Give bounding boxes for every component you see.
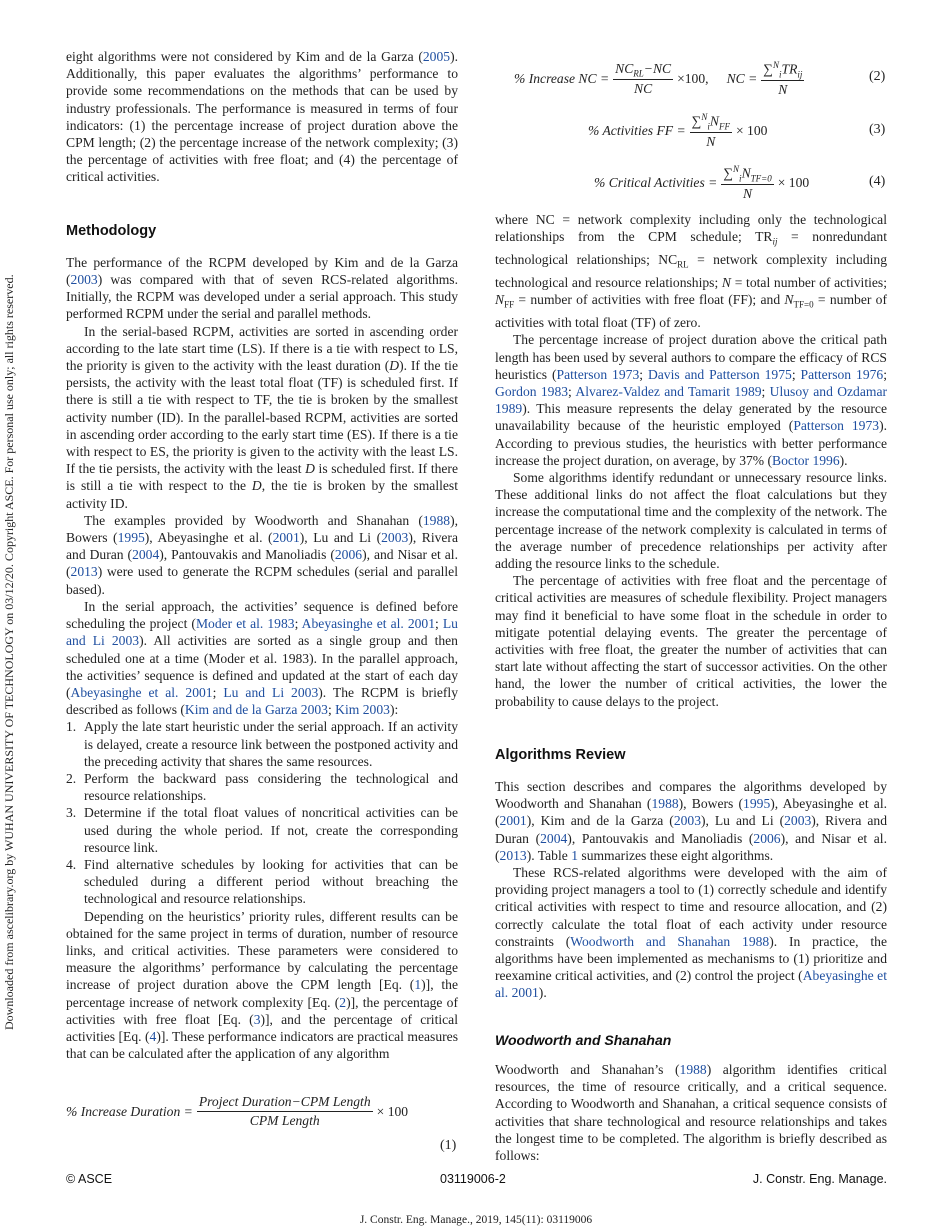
citation-link[interactable]: Alvarez-Valdez and Tamarit 1989	[575, 383, 762, 399]
list-item: 1. Apply the late start heuristic under the serial approach. If an activity is delayed, create a resource link between the postponed activity and the preceding activity that shares the same resources.	[66, 719, 458, 769]
methodology-paragraph-4: In the serial approach, the activities’ sequence is defined before scheduling the project (Moder et al. 1983; Abeyasinghe et al. 2001; Lu and Li 2003). All activities are sorted as a single group and then scheduled one at a time (Moder et al. 1983). In the parallel approach, the activities’ sequence is defined and updated at the start of each day (Abeyasinghe et al. 2001; Lu and Li 2003). The RCPM is briefly described as follows (Kim and de la Garza 2003; Kim 2003):	[66, 598, 458, 718]
equation-number: (4)	[869, 174, 886, 189]
methodology-paragraph-5: Depending on the heuristics’ priority rules, different results can be obtained for the same project in terms of duration, number of resource links, and critical activities. These parameters were considered to measure the algorithms’ performance by calculating the percentage increase of project duration above the CPM length [Eq. (1)], the percentage increase of network complexity [Eq. (2)], the percentage of activities with free float [Eq. (3)], and the percentage of critical activities [Eq. (4)]. These performance indicators are practical measures that can be calculated after the application of any algorithm	[66, 908, 458, 1062]
methodology-paragraph-1: The performance of the RCPM developed by Kim and de la Garza (2003) was compared with that of seven RCS-related algorithms. Initially, the RCPM was developed under a serial approach. This study performed RCPM under the serial and parallel methods.	[66, 254, 458, 322]
citation-link[interactable]: 2006	[334, 547, 363, 563]
citation-link[interactable]: 1995	[117, 530, 145, 546]
equation-number: (1)	[440, 1138, 457, 1153]
intro-paragraph: eight algorithms were not considered by Kim and de la Garza (2005). Additionally, this paper evaluates the algorithms’ performance to provide some recommendations on the methods that can be used by industry professionals. The performance is measured in terms of four indicators: (1) the percentage increase of project duration above the CPM length; (2) the percentage increase of the network complexity; (3) the percentage of activities with free float; and (4) the percentage of critical activities.	[66, 49, 458, 185]
citation-link[interactable]: Lu and Li 2003	[223, 684, 319, 700]
algorithms-paragraph-1: This section describes and compares the algorithms developed by Woodworth and Shanahan (1988), Bowers (1995), Abeyasinghe et al. (2001), Kim and de la Garza (2003), Lu and Li (2003), Rivera and Duran (2004), Pantouvakis and Manoliadis (2006), and Nisar et al. (2013). Table 1 summarizes these eight algorithms.	[495, 779, 888, 863]
methodology-paragraph-3: The examples provided by Woodworth and Shanahan (1988), Bowers (1995), Abeyasinghe et al. (2001), Lu and Li (2003), Rivera and Duran (2004), Pantouvakis and Manoliadis (2006), and Nisar et al. (2013) were used to generate the RCPM schedules (serial and parallel based).	[66, 512, 458, 597]
equation-link[interactable]: 4	[149, 1028, 157, 1044]
table-link[interactable]: 1	[571, 847, 578, 863]
citation-line: J. Constr. Eng. Manage., 2019, 145(11): 03119006	[359, 1214, 593, 1226]
methodology-paragraph-2: In the serial-based RCPM, activities are sorted in ascending order according to the late start time (LS). If there is a tie with respect to LS, the priority is given to the activity with the least duration (D). If the tie persists, the activity with the least total float (TF) is scheduled first. If there is still a tie with respect to TF, the tie is broken by the smallest activity number (ID). In the parallel-based RCPM, activities are sorted in ascending order according to the early start time (ES). If there is a tie with respect to ES, the priority is given to the activity with the least LS. If the tie persists, the activity with the least D is scheduled first. If there is still a tie with respect to the D, the tie is broken by the smallest activity ID.	[66, 323, 458, 511]
citation-link[interactable]: Lu and Li 2003	[66, 616, 458, 649]
citation-link[interactable]: Kim 2003	[335, 702, 390, 718]
citation-link[interactable]: 1988	[651, 796, 679, 812]
citation-link[interactable]: 2005	[422, 49, 451, 64]
footer-page-id: 03119006-2	[440, 1172, 506, 1186]
citation-link[interactable]: 2006	[753, 830, 781, 846]
citation-link[interactable]: 1988	[422, 512, 451, 528]
citation-link[interactable]: 2001	[499, 813, 527, 829]
algorithms-review-heading: Algorithms Review	[495, 746, 626, 763]
equation-link[interactable]: 1	[414, 977, 422, 993]
equation-4: % Critical Activities = $\frac{\sum^N_iN_{TF=0}}{N}$ × 100	[594, 164, 810, 202]
citation-link[interactable]: Gordon 1983	[495, 383, 569, 399]
equation-2: % Increase NC = $\frac{NC_{RL}-NC}{NC}$ ×100, NC = $\frac{\sum^N_iTR_{ij}}{N}$	[514, 60, 803, 98]
citation-link[interactable]: Patterson 1973	[793, 418, 880, 434]
list-item: 3. Determine if the total float values of noncritical activities can be used during the whole period. If not, create the corresponding resource link.	[66, 805, 458, 855]
citation-link[interactable]: 1995	[743, 796, 771, 812]
equation-link[interactable]: 2	[339, 994, 347, 1010]
footer-copyright: © ASCE	[66, 1172, 113, 1186]
woodworth-paragraph: Woodworth and Shanahan’s (1988) algorithm identifies critical resources, the time of resource critically, and a critical sequence. According to Woodworth and Shanahan, a critical sequence consists of activities that share technological and resource relationships and takes the longest time to be completed. The algorithm is briefly described as follows:	[495, 1061, 887, 1163]
citation-link[interactable]: Ulusoy and Ozdamar 1989	[495, 383, 888, 417]
rcpm-steps-list	[66, 718, 458, 907]
citation-link[interactable]: 2003	[70, 272, 98, 288]
complexity-paragraph: Some algorithms identify redundant or unnecessary resource links. These additional links do not affect the float calculations but they increase the computational time and the complexity of the network. The percentage increase of the network complexity is calculated in terms of the average number of precedence relationships per activity after adding the resource links to the schedule.	[495, 470, 887, 572]
equation-link[interactable]: 3	[253, 1011, 261, 1027]
citation-link[interactable]: Abeyasinghe et al. 2001	[70, 684, 213, 700]
citation-link[interactable]: Woodworth and Shanahan 1988	[570, 933, 770, 949]
woodworth-shanahan-heading: Woodworth and Shanahan	[495, 1031, 672, 1048]
citation-link[interactable]: Boctor 1996	[772, 452, 840, 468]
citation-link[interactable]: 2004	[132, 547, 160, 563]
duration-paragraph: The percentage increase of project duration above the critical path length has been used by several authors to compare the efficacy of RCS heuristics (Patterson 1973; Davis and Patterson 1975; Patterson 1976; Gordon 1983; Alvarez-Valdez and Tamarit 1989; Ulusoy and Ozdamar 1989). This measure represents the delay generated by the resource unavailability because of the heuristic employed (Patterson 1973). According to previous studies, the heuristics with better performance increase the project duration, on average, by 37% (Boctor 1996).	[495, 332, 888, 468]
equation-1: % Increase Duration = $\frac{\text{Project Duration−CPM Length}}{\text{CPM Length}}$ × 100	[66, 1094, 409, 1128]
left-column	[66, 48, 458, 1062]
equation-number: (2)	[869, 69, 886, 84]
footer-journal: J. Constr. Eng. Manage.	[752, 1172, 887, 1186]
flexibility-paragraph: The percentage of activities with free float and the percentage of critical activities are measures of schedule flexibility. Project managers may find it beneficial to have some float in the schedule in order to mitigate potential delaying events. The greater the percentage of activities with free float, the greater the number of activities that can start late without affecting the start of successor activities. On the other hand, the lower the number of critical activities, the lower the probability to cause delays to the project.	[495, 573, 887, 709]
right-column	[495, 211, 887, 1164]
where-paragraph: where NC = network complexity including only the technological relationships from the CPM schedule; $TR_{ij}$ = nonredundant technological relationships; $NC_{RL}$ = network complexity including technological and resource relationships; N = total number of activities; $N_{FF}$ = number of activities with free float (FF); and $N_{TF=0}$ = number of activities with total float (TF) of zero.	[495, 212, 888, 331]
citation-link[interactable]: Patterson 1973	[556, 366, 640, 382]
methodology-heading: Methodology	[66, 222, 157, 239]
citation-link[interactable]: Patterson 1976	[800, 366, 884, 382]
citation-link[interactable]: Moder et al. 1983	[195, 616, 295, 632]
algorithms-paragraph-2: These RCS-related algorithms were developed with the aim of providing project managers a tool to (1) correctly schedule and identify critical activities with respect to time and resource allocation, and (2) correctly calculate the total float of each activity under resource constraints (Woodworth and Shanahan 1988). In practice, the algorithms have been implemented as mechanisms to (1) prioritize and reexamine critical activities, and (2) control the project (Abeyasinghe et al. 2001).	[495, 865, 887, 1001]
list-item: 2. Perform the backward pass considering the technological and resource relationships.	[66, 770, 458, 804]
list-item: 4. Find alternative schedules by looking for activities that can be scheduled during a different period without breaching the technological and resource relationships.	[66, 856, 458, 907]
citation-link[interactable]: Abeyasinghe et al. 2001	[301, 616, 436, 632]
citation-link[interactable]: 2013	[499, 847, 527, 863]
download-notice: Downloaded from ascelibrary.org by WUHAN UNIVERSITY OF TECHNOLOGY on 03/12/20. Copyright ASCE. For personal use only; all rights reserved.	[2, 274, 16, 1030]
citation-link[interactable]: 2003	[784, 813, 812, 829]
citation-link[interactable]: 2013	[70, 564, 98, 580]
citation-link[interactable]: Kim and de la Garza 2003	[184, 702, 328, 718]
citation-link[interactable]: Davis and Patterson 1975	[647, 366, 792, 382]
citation-link[interactable]: 2004	[540, 830, 568, 846]
equation-3: % Activities FF = $\frac{\sum^N_iN_{FF}}{N}$ × 100	[588, 112, 768, 150]
equation-number: (3)	[869, 122, 886, 137]
citation-link[interactable]: 1988	[679, 1061, 707, 1077]
citation-link[interactable]: 2003	[673, 813, 701, 829]
citation-link[interactable]: 2001	[272, 530, 300, 546]
citation-link[interactable]: Abeyasinghe et al. 2001	[495, 968, 887, 1001]
citation-link[interactable]: 2003	[381, 530, 409, 546]
